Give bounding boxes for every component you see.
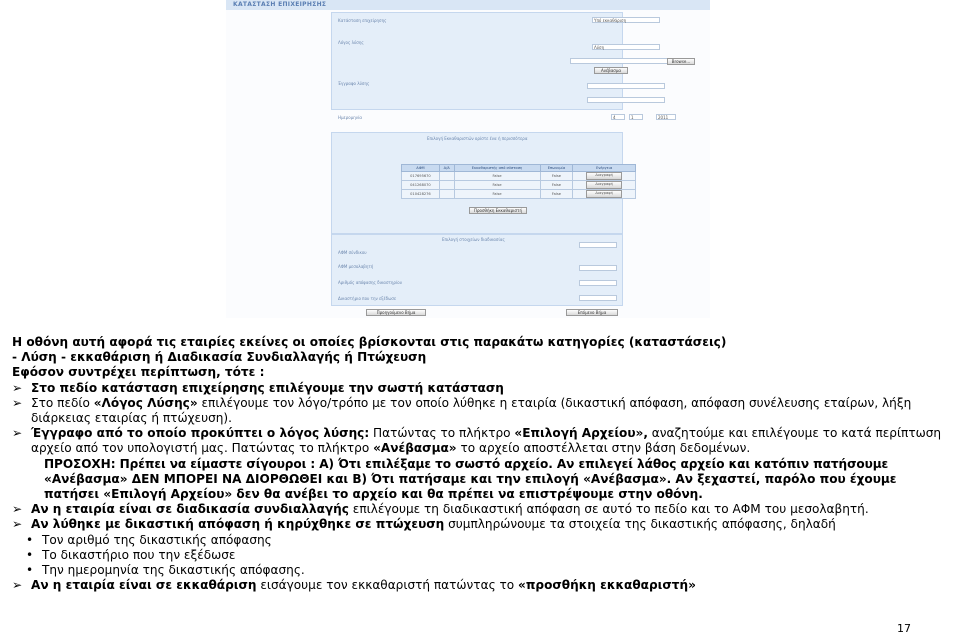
list-item: ➢ Αν λύθηκε με δικαστική απόφαση ή κηρύχθηκε σε πτώχευση συμπληρώνουμε τα στοιχεία της δικαστικής απόφασης, δηλαδή (12, 517, 836, 532)
warning-line: πατήσει «Επιλογή Αρχείου» δεν θα ανέβει το αρχείο και θα πρέπει να επιστρέψουμε στην οθόνη. (44, 487, 703, 502)
list-item-continuation: αρχείο από τον υπολογιστή μας. Πατώντας το πλήκτρο «Ανέβασμα» το αρχείο αποστέλλεται στην βάση δεδομένων. (31, 441, 751, 456)
cell-action (573, 181, 636, 190)
cell-afm: 010428276 (402, 190, 440, 199)
delete-button[interactable]: Διαγραφή (586, 172, 622, 180)
arrow-bullet-icon: ➢ (12, 395, 23, 410)
court-input[interactable] (579, 295, 617, 301)
dot-bullet-icon: • (26, 563, 34, 578)
field-label-document: Έγγραφο λύσης (338, 81, 370, 86)
list-item: ➢ Έγγραφο από το οποίο προκύπτει ο λόγος λύσης: Πατώντας το πλήκτρο «Επιλογή Αρχείου», αναζητούμε και επιλέγουμε το κατά περίπτωση (12, 426, 942, 441)
field-label-date: Ημερομηνία (338, 115, 363, 120)
sub-list-item: • Τον αριθμό της δικαστικής απόφασης (12, 533, 952, 548)
reason-select[interactable]: Λύση (592, 44, 660, 50)
delete-button[interactable]: Διαγραφή (586, 190, 622, 198)
dot-bullet-icon: • (26, 547, 34, 562)
field-label-court: Δικαστήριο που την εξέδωσε (338, 296, 397, 301)
screenshot-header-title: ΚΑΤΑΣΤΑΣΗ ΕΠΙΧΕΙΡΗΣΗΣ (233, 1, 327, 8)
document-input-2[interactable] (587, 97, 665, 103)
decision-number-input[interactable] (579, 280, 617, 286)
cell-aa (439, 181, 454, 190)
cell-aa (439, 172, 454, 181)
col-action: Ενέργεια (573, 165, 636, 172)
cell-action (573, 172, 636, 181)
cell-flag: False (454, 190, 540, 199)
date-year-select[interactable]: 2011 (656, 114, 676, 120)
delete-button[interactable]: Διαγραφή (586, 181, 622, 189)
arrow-bullet-icon: ➢ (12, 517, 23, 532)
browse-button[interactable]: Browse... (667, 58, 695, 65)
col-afm: ΑΦΜ (402, 165, 440, 172)
arrow-bullet-icon: ➢ (12, 426, 23, 441)
field-label-trustee-afm: ΑΦΜ σύνδικου (338, 250, 367, 255)
sub-list-item: • Το δικαστήριο που την εξέδωσε (12, 548, 952, 563)
table-row (402, 190, 636, 199)
mediator-afm-input[interactable] (579, 265, 617, 271)
arrow-bullet-icon: ➢ (12, 502, 23, 517)
field-label-reason: Λόγος λύσης (338, 40, 364, 45)
trustee-afm-input[interactable] (579, 242, 617, 248)
list-item: ➢ Στο πεδίο «Λόγος Λύσης» επιλέγουμε τον λόγο/τρόπο με τον οποίο λύθηκε η εταιρία (δικαστική απόφαση, απόφαση συνέλευσης εταίρων, λήξη (12, 395, 912, 410)
arrow-bullet-icon: ➢ (12, 380, 23, 395)
col-aa: Α/Α (439, 165, 454, 172)
table-row (402, 181, 636, 190)
list-item: ➢ Αν η εταιρία είναι σε εκκαθάριση εισάγουμε τον εκκαθαριστή πατώντας το «προσθήκη εκκαθαριστή» (12, 578, 696, 593)
arrow-bullet-icon: ➢ (12, 578, 23, 593)
list-item: ➢ Στο πεδίο κατάσταση επιχείρησης επιλέγουμε την σωστή κατάσταση (12, 380, 504, 395)
field-label-mediator-afm: ΑΦΜ μεσολαβητή (338, 264, 374, 269)
col-from-founding: Εκκαθαριστής από σύσταση (454, 165, 540, 172)
cell-action (573, 190, 636, 199)
screenshot-header (226, 0, 710, 10)
table-row (402, 172, 636, 181)
instructions-text (12, 335, 952, 593)
cell-flag: False (454, 181, 540, 190)
cell-name: False (540, 172, 573, 181)
list-item: ➢ Αν η εταιρία είναι σε διαδικασία συνδιαλλαγής επιλέγουμε τη διαδικαστική απόφαση σε αυτό το πεδίο και το ΑΦΜ του μεσολαβητή. (12, 502, 869, 517)
categories-line: - Λύση - εκκαθάριση ή Διαδικασία Συνδιαλλαγής ή Πτώχευση (12, 350, 427, 365)
embedded-screenshot (226, 0, 710, 318)
warning-line: ΠΡΟΣΟΧΗ: Πρέπει να είμαστε σίγουροι : Α) Ότι επιλέξαμε το σωστό αρχείο. Αν επιλεγεί λάθος αρχείο και κατόπιν πατήσουμε (44, 456, 889, 471)
table-header-row (402, 165, 636, 172)
cell-aa (439, 190, 454, 199)
cell-name: False (540, 181, 573, 190)
next-step-button[interactable]: Επόμενο Βήμα (566, 309, 618, 316)
cell-name: False (540, 190, 573, 199)
cell-afm: 041268070 (402, 181, 440, 190)
list-item-continuation: διάρκειας εταιρίας ή πτώχευση). (31, 411, 232, 426)
upload-button[interactable]: Ανέβασμα (594, 67, 628, 74)
procedure-panel (331, 234, 623, 306)
status-select[interactable]: Υπό εκκαθάριση (592, 17, 660, 23)
file-path-input[interactable] (570, 58, 670, 64)
liquidators-table (401, 164, 636, 199)
date-month-select[interactable]: 1 (629, 114, 643, 120)
condition-line: Εφόσον συντρέχει περίπτωση, τότε : (12, 365, 265, 380)
page-number: 17 (897, 622, 911, 635)
sub-list-item: • Την ημερομηνία της δικαστικής απόφασης. (12, 563, 952, 578)
intro-line: Η οθόνη αυτή αφορά τις εταιρίες εκείνες οι οποίες βρίσκονται στις παρακάτω κατηγορίες (καταστάσεις) (12, 335, 727, 349)
warning-line: «Ανέβασμα» ΔΕΝ ΜΠΟΡΕΙ ΝΑ ΔΙΟΡΘΩΘΕΙ και Β) Ότι πατήσαμε και την επιλογή «Ανέβασμα». Αν ξεχαστεί, παρόλο που έχουμε (44, 471, 897, 486)
procedure-panel-title: Επιλογή στοιχείων διαδικασίας (442, 237, 505, 242)
document-input[interactable] (587, 83, 665, 89)
cell-afm: 017695670 (402, 172, 440, 181)
liquidators-panel-title: Επιλογή Εκκαθαριστών ορίστε ένα ή περισσότερα (427, 136, 528, 141)
previous-step-button[interactable]: Προηγούμενο Βήμα (366, 309, 426, 316)
dot-bullet-icon: • (26, 532, 34, 547)
field-label-decision-number: Αριθμός απόφασης δικαστηρίου (338, 280, 403, 285)
cell-flag: False (454, 172, 540, 181)
field-label-status: Κατάσταση επιχείρησης (338, 18, 387, 23)
col-name: Επωνυμία (540, 165, 573, 172)
add-liquidator-button[interactable]: Προσθήκη Εκκαθαριστή (469, 207, 527, 214)
date-day-select[interactable]: 4 (611, 114, 625, 120)
